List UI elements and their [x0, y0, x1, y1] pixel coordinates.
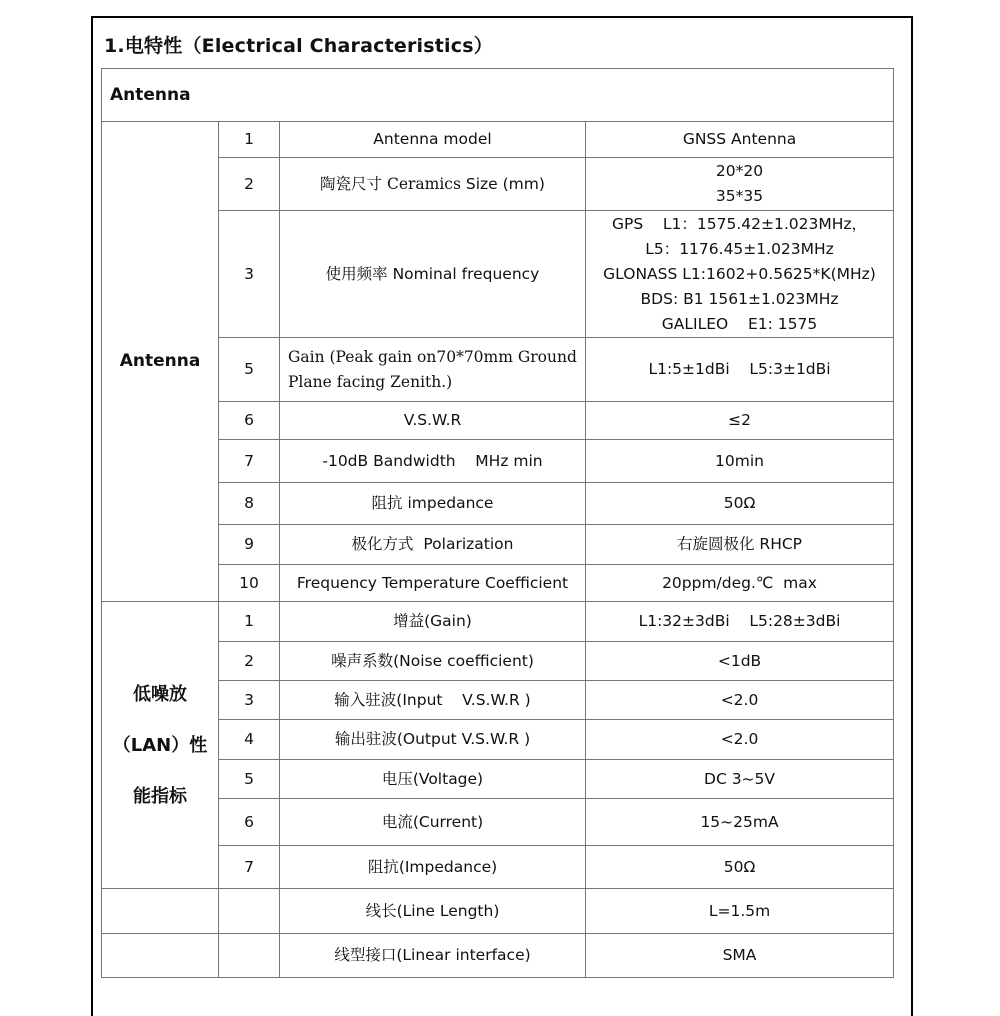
row-value: <1dB — [586, 642, 894, 681]
lan-group-label — [102, 602, 219, 889]
row-item — [280, 158, 586, 211]
row-value: 50Ω — [586, 846, 894, 889]
row-item: 使用频率 Nominal frequency — [280, 211, 586, 338]
empty-cell — [219, 934, 280, 978]
table-section-title: Antenna — [102, 69, 894, 122]
table-row — [102, 565, 894, 602]
row-value: 50Ω — [586, 483, 894, 525]
row-number: 2 — [219, 158, 280, 211]
row-value: ≤2 — [586, 402, 894, 440]
value-line: GALILEO E1: 1575 — [661, 314, 818, 333]
table-row — [102, 338, 894, 402]
row-number: 5 — [219, 760, 280, 799]
section-heading: 1.电特性（Electrical Characteristics） — [104, 35, 493, 57]
row-number: 9 — [219, 525, 280, 565]
row-item: 电压(Voltage) — [280, 760, 586, 799]
row-item: 电流(Current) — [280, 799, 586, 846]
lan-label-line: （LAN）性 — [112, 734, 208, 756]
row-item: 极化方式 Polarization — [280, 525, 586, 565]
row-number: 3 — [219, 211, 280, 338]
row-item: 线型接口(Linear interface) — [280, 934, 586, 978]
row-number: 1 — [219, 602, 280, 642]
row-number: 1 — [219, 122, 280, 158]
empty-cell — [102, 889, 219, 934]
table-row — [102, 402, 894, 440]
table-row — [102, 525, 894, 565]
row-number: 6 — [219, 799, 280, 846]
item-line: Gain (Peak gain on70*70mm Ground — [288, 347, 577, 366]
row-item: 阻抗 impedance — [280, 483, 586, 525]
row-item — [280, 338, 586, 402]
row-item: 增益(Gain) — [280, 602, 586, 642]
row-number: 3 — [219, 681, 280, 720]
row-value — [586, 158, 894, 211]
row-number: 10 — [219, 565, 280, 602]
row-item: 线长(Line Length) — [280, 889, 586, 934]
value-line: GLONASS L1:1602+0.5625*K(MHz) — [603, 264, 876, 283]
row-number: 2 — [219, 642, 280, 681]
item-line: Plane facing Zenith.) — [288, 372, 453, 391]
row-value: <2.0 — [586, 681, 894, 720]
row-item: -10dB Bandwidth MHz min — [280, 440, 586, 483]
antenna-group-label: Antenna — [102, 122, 219, 602]
row-value: <2.0 — [586, 720, 894, 760]
row-item: 输入驻波(Input V.S.W.R ) — [280, 681, 586, 720]
row-number: 7 — [219, 440, 280, 483]
table-row — [102, 158, 894, 211]
lan-label-line: 低噪放 — [133, 683, 187, 705]
table-row — [102, 720, 894, 760]
row-item: 阻抗(Impedance) — [280, 846, 586, 889]
value-line: GPS L1：1575.42±1.023MHz， — [612, 214, 868, 233]
row-item: Antenna model — [280, 122, 586, 158]
table-row — [102, 889, 894, 934]
item-en-text: Size (mm) — [465, 174, 545, 193]
electrical-characteristics-table — [101, 68, 894, 978]
value-line: 20*20 — [715, 162, 764, 180]
empty-cell — [102, 934, 219, 978]
table-row — [102, 934, 894, 978]
table-row — [102, 440, 894, 483]
table-header-row — [102, 69, 894, 122]
row-value: SMA — [586, 934, 894, 978]
value-line: L5：1176.45±1.023MHz — [645, 239, 834, 258]
row-number: 6 — [219, 402, 280, 440]
row-value: 右旋圆极化 RHCP — [586, 525, 894, 565]
table-row — [102, 799, 894, 846]
row-item: Frequency Temperature Coefficient — [280, 565, 586, 602]
row-value: 20ppm/deg.℃ max — [586, 565, 894, 602]
table-row — [102, 760, 894, 799]
row-value: L=1.5m — [586, 889, 894, 934]
value-line: 35*35 — [715, 187, 764, 205]
table-row — [102, 642, 894, 681]
row-number: 8 — [219, 483, 280, 525]
row-number: 4 — [219, 720, 280, 760]
row-value: GNSS Antenna — [586, 122, 894, 158]
row-item: 噪声系数(Noise coefficient) — [280, 642, 586, 681]
row-value: 15~25mA — [586, 799, 894, 846]
value-line: BDS: B1 1561±1.023MHz — [640, 289, 839, 308]
table-row — [102, 122, 894, 158]
row-value: L1:5±1dBi L5:3±1dBi — [586, 338, 894, 402]
table-row — [102, 681, 894, 720]
row-value: 10min — [586, 440, 894, 483]
row-number: 5 — [219, 338, 280, 402]
table-row — [102, 211, 894, 338]
empty-cell — [219, 889, 280, 934]
lan-label-line: 能指标 — [133, 785, 187, 807]
row-number: 7 — [219, 846, 280, 889]
row-value: DC 3~5V — [586, 760, 894, 799]
item-cn-text: 陶瓷尺寸 Ceramics — [320, 174, 461, 193]
row-item: 输出驻波(Output V.S.W.R ) — [280, 720, 586, 760]
row-item: V.S.W.R — [280, 402, 586, 440]
row-value — [586, 211, 894, 338]
table-row — [102, 602, 894, 642]
table-row — [102, 483, 894, 525]
table-row — [102, 846, 894, 889]
row-value: L1:32±3dBi L5:28±3dBi — [586, 602, 894, 642]
